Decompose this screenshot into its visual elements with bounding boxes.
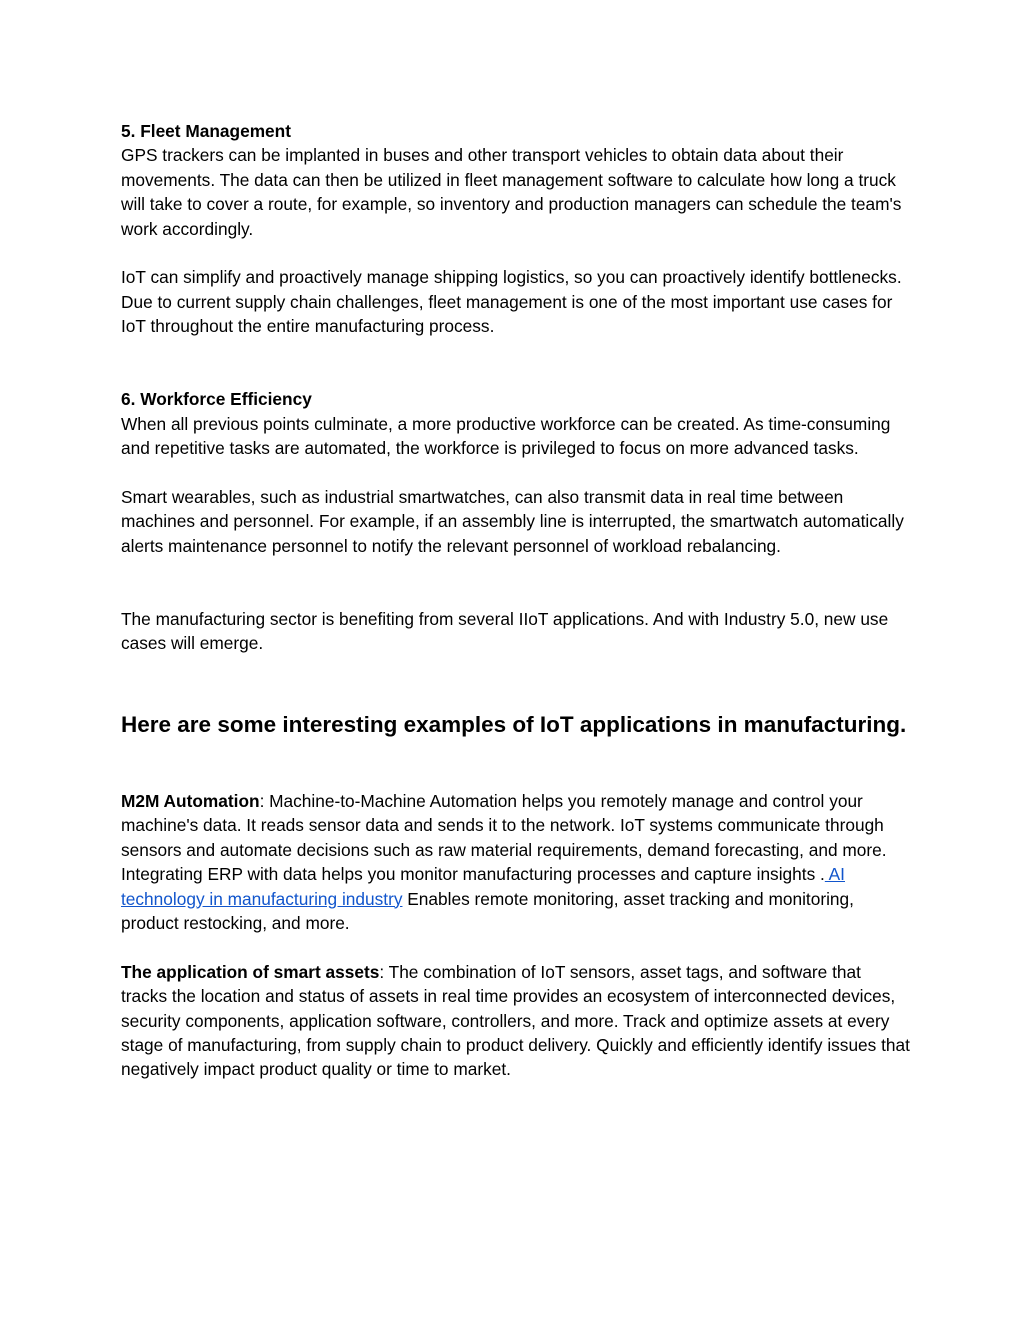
workforce-efficiency-paragraph-1: When all previous points culminate, a more productive workforce can be created. As time-consuming and repetitive tasks are automated, the workforce is privileged to focus on more advanced tasks. [121,413,891,459]
fleet-management-paragraph-2: IoT can simplify and proactively manage shipping logistics, so you can proactively identify bottlenecks. Due to current supply chain challenges, fleet management is one of the most important use cases for IoT throughout the entire manufacturing process. [121,267,902,337]
m2m-automation-text-after-link: Enables remote monitoring, asset tracking and monitoring, product restocking, and more. [121,888,854,933]
summary-paragraph: The manufacturing sector is benefiting from several IIoT applications. And with Industry 5.0, new use cases will emerge. [121,609,889,654]
document-page [121,119,911,1082]
m2m-automation-term: M2M Automation [121,790,260,811]
m2m-automation-paragraph [121,789,911,935]
section-title-fleet-management: 5. Fleet Management [121,121,291,141]
section-heading: Here are some interesting examples of IoT applications in manufacturing. [121,711,907,737]
section-title-workforce-efficiency: 6. Workforce Efficiency [121,389,312,410]
ai-technology-link[interactable]: AI technology in manufacturing industry [121,864,845,909]
smart-assets-paragraph [121,960,911,1082]
smart-assets-text: : The combination of IoT sensors, asset tags, and software that tracks the location and status of assets in real time provides an ecosystem of interconnected devices, security components, application software, controllers, and more. Track and optimize assets at every stage of manufacturing, from supply chain to product delivery. Quickly and efficiently identify issues that negatively impact product quality or time to market. [121,961,910,1080]
fleet-management-paragraph-1: GPS trackers can be implanted in buses and other transport vehicles to obtain data about their movements. The data can then be utilized in fleet management software to calculate how long a truck will take to cover a route, for example, so inventory and production managers can schedule the team's work accordingly. [121,145,902,239]
m2m-automation-text: : Machine-to-Machine Automation helps you remotely manage and control your machine's data. It reads sensor data and sends it to the network. IoT systems communicate through sensors and automate decisions such as raw material requirements, demand forecasting, and more. Integrating ERP with data helps you monitor manufacturing processes and capture insights . [121,790,887,885]
workforce-efficiency-paragraph-2: Smart wearables, such as industrial smartwatches, can also transmit data in real time between machines and personnel. For example, if an assembly line is interrupted, the smartwatch automatically alerts maintenance personnel to notify the relevant personnel of workload rebalancing. [121,487,904,556]
smart-assets-term: The application of smart assets [121,961,380,982]
